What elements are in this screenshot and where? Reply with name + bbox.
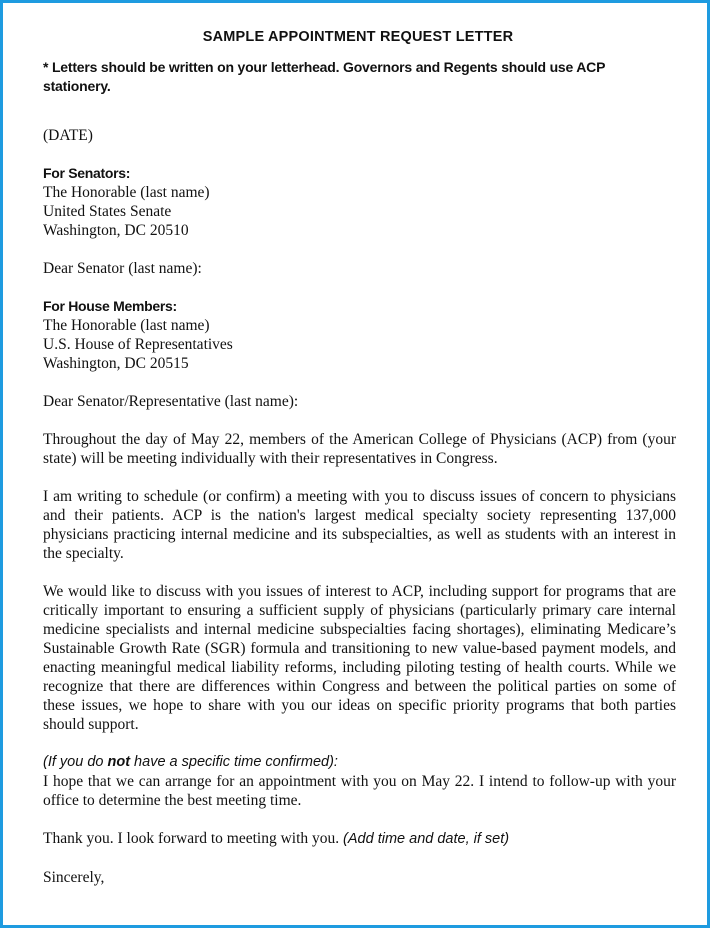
body-paragraph: Throughout the day of May 22, members of the American College of Physicians (ACP) from (your state) will be meeting individually with their representatives in Congress. xyxy=(43,431,676,467)
body-paragraph: I am writing to schedule (or confirm) a meeting with you to discuss issues of concern to physicians and their patients. ACP is the nation's largest medical specialty society representing 137,000 physicians practicing internal medicine and its subspecialties, as well as students with an interest in the specialty. xyxy=(43,488,676,562)
senators-address-line: The Honorable (last name) xyxy=(43,184,210,201)
senators-heading: For Senators: xyxy=(43,165,131,181)
conditional-note-after: have a specific time confirmed): xyxy=(130,754,338,770)
closing: Sincerely, xyxy=(43,869,105,886)
thanks-text: Thank you. I look forward to meeting with you. xyxy=(43,830,344,847)
senators-address-line: Washington, DC 20510 xyxy=(43,222,189,239)
letter-title: SAMPLE APPOINTMENT REQUEST LETTER xyxy=(202,29,514,45)
conditional-note-bold: not xyxy=(107,754,131,770)
senators-salutation: Dear Senator (last name): xyxy=(43,260,202,277)
date-placeholder: (DATE) xyxy=(43,127,93,144)
house-heading: For House Members: xyxy=(43,298,177,314)
letterhead-note: * Letters should be written on your letterhead. Governors and Regents should use ACP stationery. xyxy=(43,59,605,94)
conditional-note xyxy=(43,753,676,772)
body-paragraph: We would like to discuss with you issues of interest to ACP, including support for programs that are critically important to ensuring a sufficient supply of physicians (particularly primary care internal medicine specialists and internal medicine subspecialties facing shortages), eliminating Medicare’s Sustainable Growth Rate (SGR) formula and transitioning to new value-based payment models, and enacting meaningful medical liability reforms, including piloting testing of health courts. While we recognize that there are differences within Congress and between the political parties on some of these issues, we hope to share with you our ideas on specific priority programs that both parties should support. xyxy=(43,583,676,733)
senators-address xyxy=(43,164,676,240)
conditional-paragraph xyxy=(43,753,676,810)
house-address-line: The Honorable (last name) xyxy=(43,317,210,334)
house-salutation: Dear Senator/Representative (last name): xyxy=(43,393,299,410)
house-address-line: Washington, DC 20515 xyxy=(43,355,189,372)
thanks-note: (Add time and date, if set) xyxy=(343,831,510,847)
conditional-text: I hope that we can arrange for an appointment with you on May 22. I intend to follow-up with your office to determine the best meeting time. xyxy=(43,773,676,809)
thanks-line xyxy=(43,829,676,849)
senators-address-line: United States Senate xyxy=(43,203,172,220)
house-address xyxy=(43,297,676,373)
house-address-line: U.S. House of Representatives xyxy=(43,336,233,353)
conditional-note-before: (If you do xyxy=(43,754,108,770)
